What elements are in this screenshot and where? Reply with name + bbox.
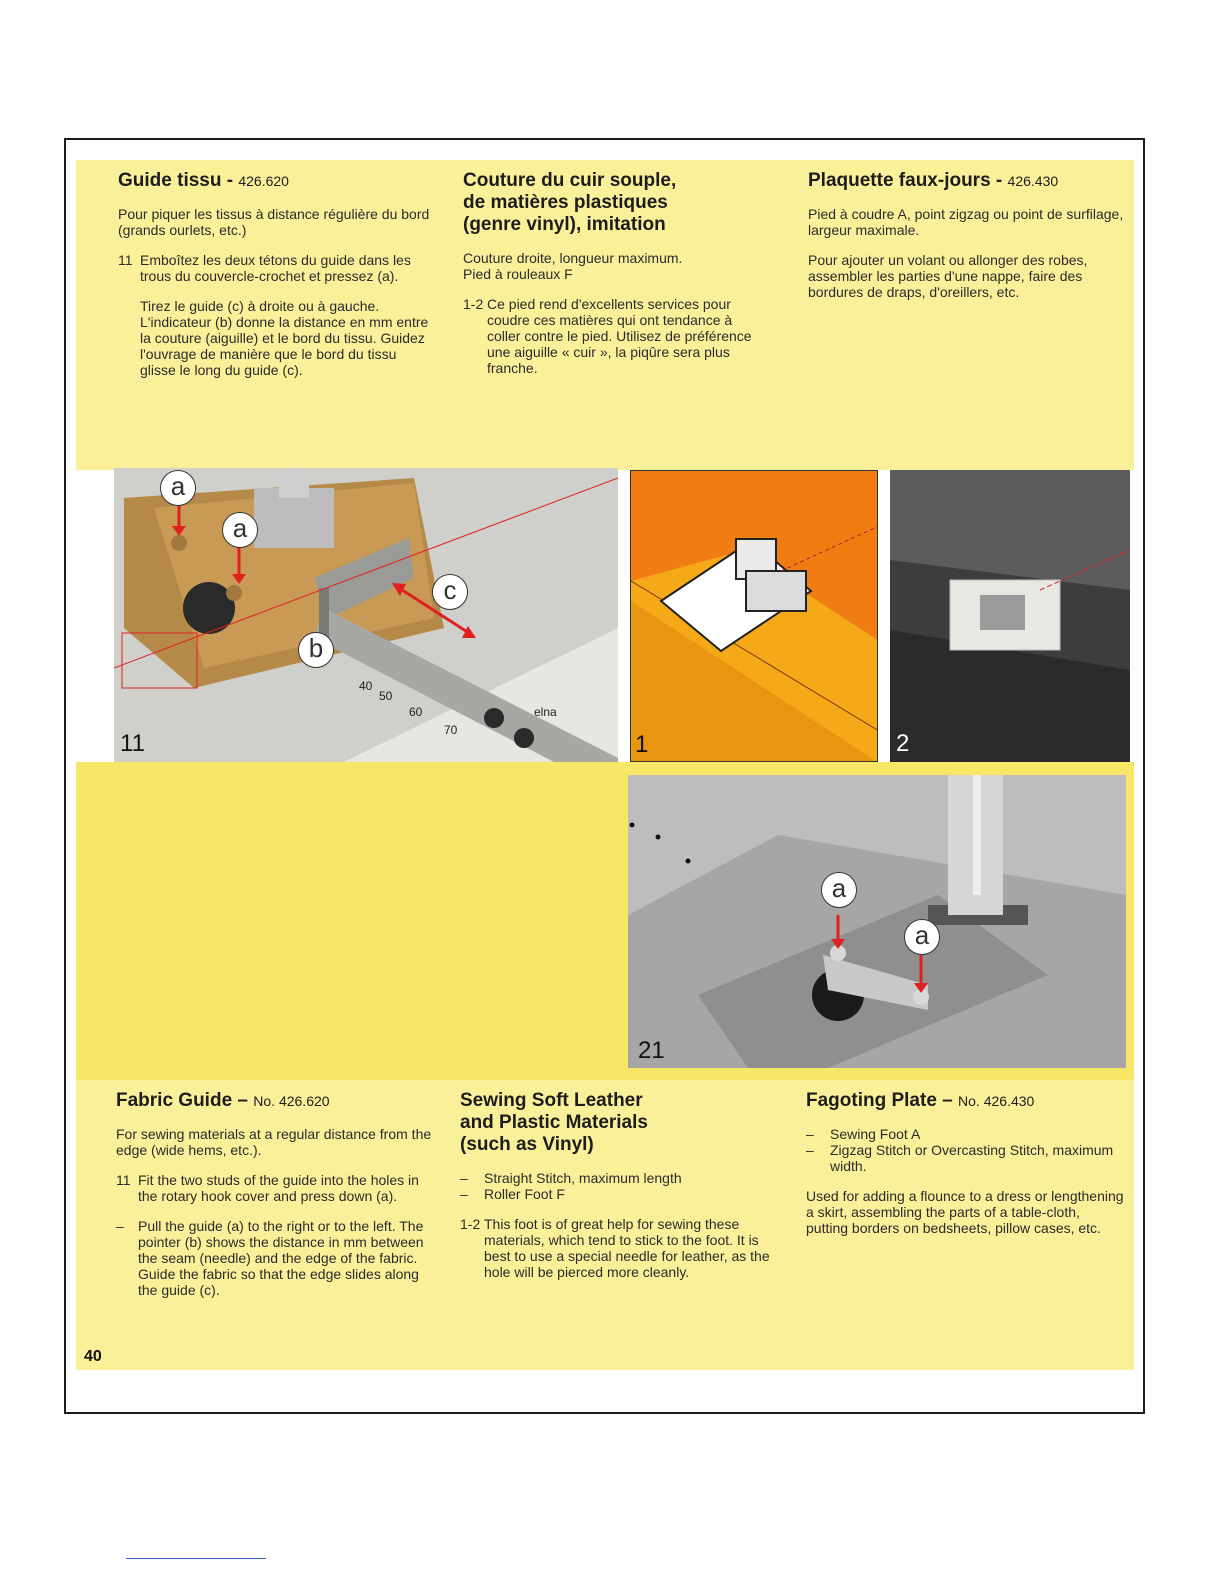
figure-21-fagoting-plate-photo: [628, 775, 1126, 1068]
fig11-label-a2: a: [222, 512, 258, 548]
fr-step-11: 11 Emboîtez les deux tétons du guide dans les trous du couvercle-crochet et pressez (a).: [118, 252, 411, 284]
ruler-mark-70: 70: [444, 723, 458, 737]
fr-step-11-cont: Tirez le guide (c) à droite ou à gauche. L'indicateur (b) donne la distance en mm entre la couture (aiguille) et le bord du tissu. Guidez l'ouvrage de manière que le bord du tissu glisse le long du guide (c).: [140, 298, 429, 378]
fr-intro: Pour piquer les tissus à distance régulière du bord (grands ourlets, etc.): [118, 206, 430, 238]
fr-title-plaquette: Plaquette faux-jours - 426.430: [808, 170, 1059, 191]
fr-title-guide-tissu: Guide tissu - 426.620: [118, 170, 289, 191]
figure-number-2: 2: [896, 730, 910, 757]
en-title-leather-l3: (such as Vinyl): [460, 1134, 594, 1155]
en-step-pull: – Pull the guide (a) to the right or to the left. The pointer (b) shows the distance in mm between the seam (needle) and the edge of the fabric. Guide the fabric so that the edge slides along the guide (c).: [116, 1218, 424, 1298]
en-title-fagoting: Fagoting Plate – No. 426.430: [806, 1090, 1035, 1111]
figure-number-21: 21: [638, 1037, 665, 1064]
figure-2-leather-photo: [890, 470, 1130, 762]
figure-11-fabric-guide-photo: [114, 468, 618, 762]
fr-cuir-line1: Couture droite, longueur maximum.: [463, 250, 683, 266]
figure-11-illustration: [114, 468, 618, 762]
en-column-fagoting: [806, 1090, 1124, 1236]
figure-number-11: 11: [120, 730, 145, 757]
fr-column-cuir: [463, 170, 767, 376]
fig11-label-c: c: [432, 574, 468, 610]
fr-column-guide-tissu: [118, 170, 434, 378]
en-column-fabric-guide: [116, 1090, 432, 1298]
en-column-leather: [460, 1090, 778, 1280]
fig11-label-b: b: [298, 632, 334, 668]
en-step-11: 11 Fit the two studs of the guide into the holes in the rotary hook cover and press down (a).: [116, 1172, 419, 1204]
en-leather-item2: – Roller Foot F: [460, 1186, 565, 1202]
en-step-1-2: 1-2 This foot is of great help for sewing these materials, which tend to stick to the foot. It is best to use a special needle for leather, as the hole will be pierced more cleanly.: [460, 1216, 770, 1280]
fr-plaquette-line2: Pour ajouter un volant ou allonger des robes, assembler les parties d'une nappe, faire des bordures de draps, d'oreillers, etc.: [808, 252, 1088, 300]
fr-title-cuir-l2: de matières plastiques: [463, 192, 668, 213]
ruler-mark-60: 60: [409, 705, 423, 719]
figure-number-1: 1: [635, 731, 649, 758]
footer-link-underline: [126, 1558, 266, 1559]
en-fagoting-body: Used for adding a flounce to a dress or lengthening a skirt, assembling the parts of a table-cloth, putting borders on bedsheets, pillow cases, etc.: [806, 1188, 1124, 1236]
en-title-leather-l1: Sewing Soft Leather: [460, 1090, 643, 1111]
ruler-mark-40: 40: [359, 679, 373, 693]
fr-title-cuir-l1: Couture du cuir souple,: [463, 170, 677, 191]
en-title-fabric-guide: Fabric Guide – No. 426.620: [116, 1090, 330, 1111]
figure-1-roller-foot-illustration: [630, 470, 878, 762]
en-title-leather-l2: and Plastic Materials: [460, 1112, 648, 1133]
figure-1-drawing: [631, 471, 878, 762]
fr-column-plaquette: [808, 170, 1126, 300]
fig21-label-a2: a: [904, 919, 940, 955]
en-fagoting-item1: – Sewing Foot A: [806, 1126, 921, 1142]
en-intro: For sewing materials at a regular distance from the edge (wide hems, etc.).: [116, 1126, 432, 1158]
fr-plaquette-line1: Pied à coudre A, point zigzag ou point de surfilage, largeur maximale.: [808, 206, 1124, 238]
figure-21-drawing: [628, 775, 1126, 1068]
fig21-label-a1: a: [821, 872, 857, 908]
ruler-brand: elna: [534, 705, 557, 719]
en-fagoting-item2: – Zigzag Stitch or Overcasting Stitch, maximum width.: [806, 1142, 1114, 1174]
en-leather-item1: – Straight Stitch, maximum length: [460, 1170, 682, 1186]
figure-2-drawing: [890, 470, 1130, 762]
fr-step-1-2: 1-2 Ce pied rend d'excellents services pour coudre ces matières qui ont tendance à coller contre le pied. Utilisez de préférence une aiguille « cuir », la piqûre sera plus franche.: [463, 296, 752, 376]
page-number: 40: [84, 1348, 102, 1365]
fr-title-cuir-l3: (genre vinyl), imitation: [463, 214, 666, 235]
fig11-label-a1: a: [160, 470, 196, 506]
fr-cuir-line2: Pied à rouleaux F: [463, 266, 573, 282]
ruler-mark-50: 50: [379, 689, 393, 703]
